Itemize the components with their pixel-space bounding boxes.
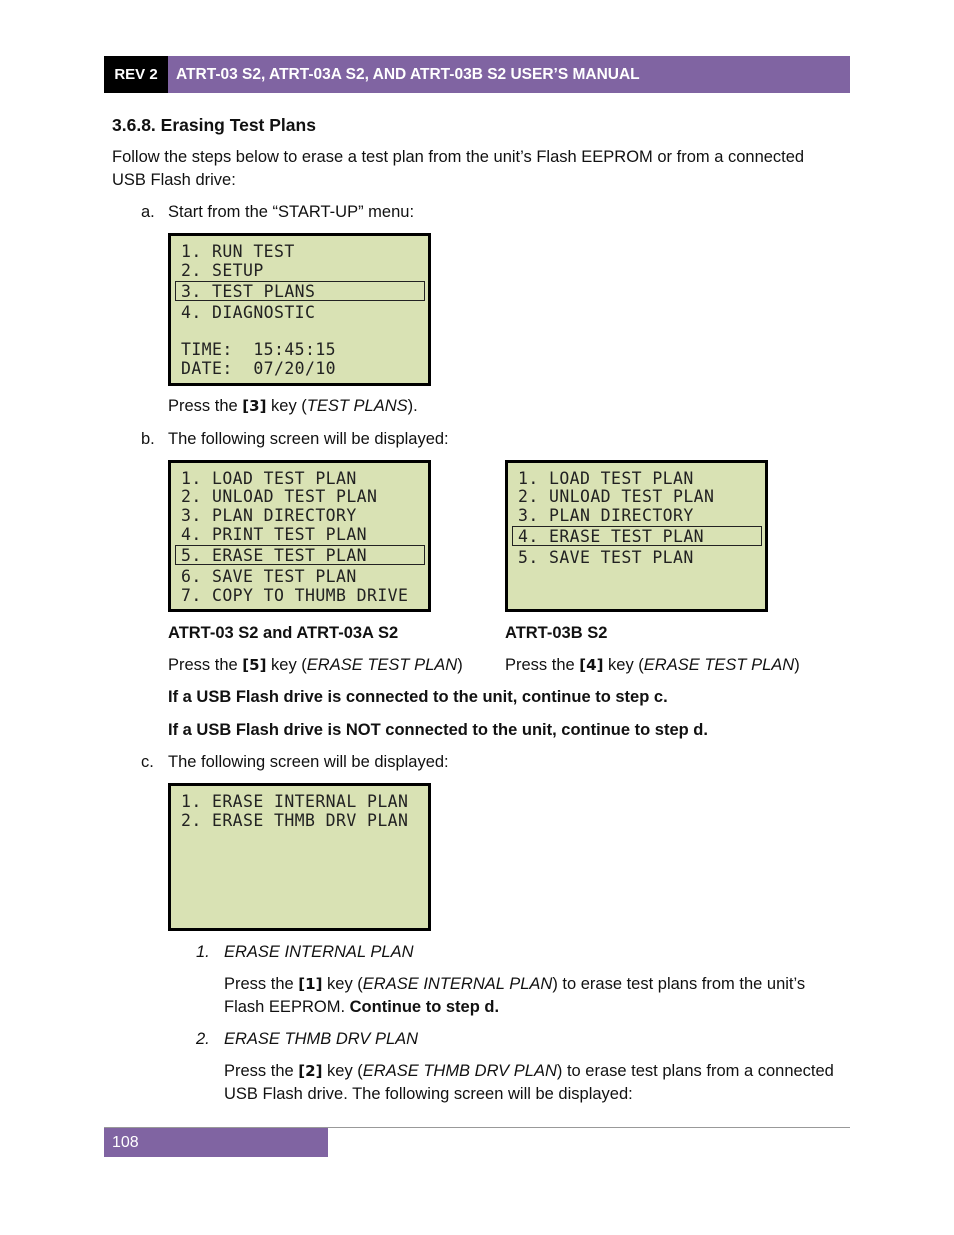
note-usb-not-connected: If a USB Flash drive is NOT connected to the unit, continue to step d. <box>168 721 708 739</box>
key-label: [2] <box>298 1062 323 1080</box>
step-a-marker: a. <box>141 203 155 221</box>
step-c-marker: c. <box>141 753 154 771</box>
step-a-text: Start from the “START-UP” menu: <box>168 203 415 221</box>
sub-step-1-title: ERASE INTERNAL PLAN <box>224 943 414 961</box>
lcd-line: 2. SETUP <box>181 261 264 280</box>
lcd-line-highlighted: 5. ERASE TEST PLAN <box>175 545 425 565</box>
lcd-line-highlighted: 4. ERASE TEST PLAN <box>512 526 762 546</box>
key-label: [4] <box>579 656 604 674</box>
sub-step-2-title: ERASE THMB DRV PLAN <box>224 1030 419 1048</box>
lcd-line: 2. UNLOAD TEST PLAN <box>518 487 715 506</box>
sub-step-1-line2: Flash EEPROM. Continue to step d. <box>224 998 500 1016</box>
step-b-marker: b. <box>141 430 155 448</box>
lcd-line: DATE: 07/20/10 <box>181 359 337 378</box>
lcd-line: 1. RUN TEST <box>181 242 295 261</box>
sub-step-1-number: 1. <box>196 943 210 961</box>
sub-step-2-line2: USB Flash drive. The following screen will be displayed: <box>224 1085 633 1103</box>
lcd-line: 2. ERASE THMB DRV PLAN <box>181 811 409 830</box>
lcd-line: 5. SAVE TEST PLAN <box>518 548 694 567</box>
key-label: [5] <box>242 656 267 674</box>
lcd-erase-menu <box>168 783 431 931</box>
key-label: [1] <box>298 975 323 993</box>
sub-step-1-line1: Press the [1] key (ERASE INTERNAL PLAN) to erase test plans from the unit’s <box>224 975 806 993</box>
lcd-line: 3. PLAN DIRECTORY <box>518 506 694 525</box>
caption-atrt03b: ATRT-03B S2 <box>505 624 608 642</box>
key-label: [3] <box>242 397 267 415</box>
lcd-line: 3. PLAN DIRECTORY <box>181 506 357 525</box>
lcd-line-highlighted: 3. TEST PLANS <box>175 281 425 301</box>
intro-line-2: USB Flash drive: <box>112 171 236 189</box>
step-c-text: The following screen will be displayed: <box>168 753 449 771</box>
lcd-line: 1. LOAD TEST PLAN <box>518 469 694 488</box>
lcd-test-plans-menu-atrt03b <box>505 460 768 612</box>
header-title: ATRT-03 S2, ATRT-03A S2, AND ATRT-03B S2 USER’S MANUAL <box>168 56 850 93</box>
lcd-line: 7. COPY TO THUMB DRIVE <box>181 586 409 605</box>
step-b-press-right: Press the [4] key (ERASE TEST PLAN) <box>505 656 800 674</box>
sub-step-2-line1: Press the [2] key (ERASE THMB DRV PLAN) to erase test plans from a connected <box>224 1062 834 1080</box>
lcd-line: 4. DIAGNOSTIC <box>181 303 316 322</box>
lcd-test-plans-menu-atrt03 <box>168 460 431 612</box>
step-a-press: Press the [3] key (TEST PLANS). <box>168 397 418 415</box>
sub-step-2-number: 2. <box>196 1030 210 1048</box>
header-rev-badge: REV 2 <box>104 56 168 93</box>
step-b-press-left: Press the [5] key (ERASE TEST PLAN) <box>168 656 463 674</box>
lcd-line: TIME: 15:45:15 <box>181 340 337 359</box>
step-b-text: The following screen will be displayed: <box>168 430 449 448</box>
footer-page-number: 108 <box>104 1128 328 1157</box>
caption-atrt03-atrt03a: ATRT-03 S2 and ATRT-03A S2 <box>168 624 399 642</box>
intro-line-1: Follow the steps below to erase a test plan from the unit’s Flash EEPROM or from a connected <box>112 148 805 166</box>
section-heading: 3.6.8. Erasing Test Plans <box>112 115 316 135</box>
lcd-line: 4. PRINT TEST PLAN <box>181 525 368 544</box>
lcd-line: 2. UNLOAD TEST PLAN <box>181 487 378 506</box>
lcd-line: 6. SAVE TEST PLAN <box>181 567 357 586</box>
lcd-line: 1. LOAD TEST PLAN <box>181 469 357 488</box>
lcd-line: 1. ERASE INTERNAL PLAN <box>181 792 409 811</box>
note-usb-connected: If a USB Flash drive is connected to the unit, continue to step c. <box>168 688 668 706</box>
lcd-startup-menu <box>168 233 431 386</box>
